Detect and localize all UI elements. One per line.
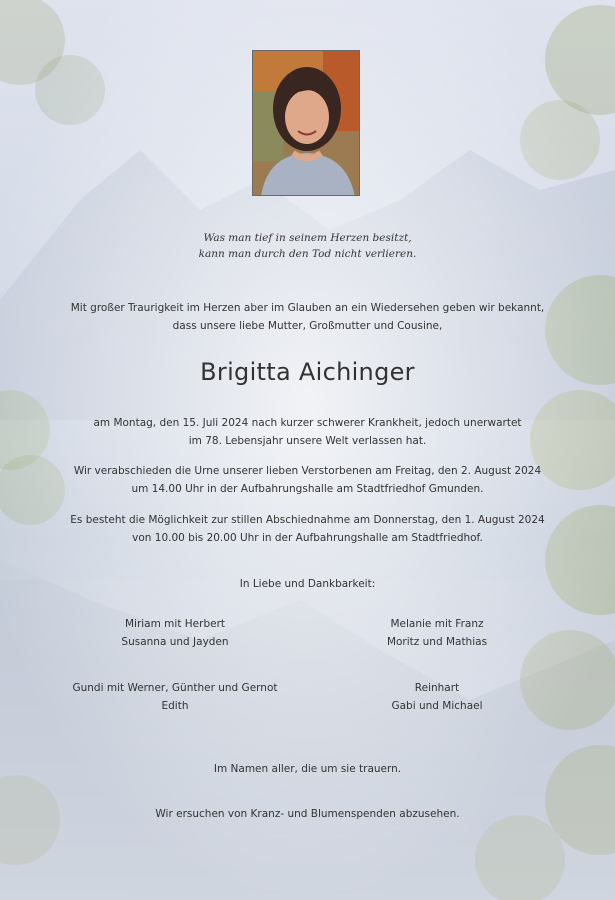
portrait-photo — [252, 50, 360, 196]
family-line: Gundi mit Werner, Günther und Gernot — [72, 682, 278, 694]
funeral-line-2: um 14.00 Uhr in der Aufbahrungshalle am Stadtfriedhof Gmunden. — [131, 483, 484, 495]
viewing-notice — [0, 511, 615, 547]
family-right-top — [287, 615, 587, 651]
death-notice — [0, 414, 615, 450]
family-right-bottom — [287, 679, 587, 715]
quote-line-1: Was man tief in seinem Herzen besitzt, — [203, 232, 412, 244]
death-line-1: am Montag, den 15. Juli 2024 nach kurzer schwerer Krankheit, jedoch unerwartet — [93, 417, 522, 429]
family-line: Gabi und Michael — [391, 700, 483, 712]
family-line: Moritz und Mathias — [386, 636, 488, 648]
family-left-bottom — [25, 679, 325, 715]
family-left-top — [25, 615, 325, 651]
family-line: Reinhart — [414, 682, 460, 694]
funeral-line-1: Wir verabschieden die Urne unserer lieben Verstorbenen am Freitag, den 2. August 2024 — [73, 465, 542, 477]
death-line-2: im 78. Lebensjahr unsere Welt verlassen hat. — [188, 435, 427, 447]
gratitude-heading: In Liebe und Dankbarkeit: — [239, 578, 376, 590]
viewing-line-1: Es besteht die Möglichkeit zur stillen Abschiednahme am Donnerstag, den 1. August 2024 — [70, 514, 545, 526]
announcement-intro — [0, 299, 615, 335]
funeral-notice — [0, 462, 615, 498]
quote-line-2: kann man durch den Tod nicht verlieren. — [198, 248, 417, 260]
family-line: Miriam mit Herbert — [124, 618, 226, 630]
mourners-note: Im Namen aller, die um sie trauern. — [213, 763, 402, 775]
intro-line-2: dass unsere liebe Mutter, Großmutter und Cousine, — [172, 320, 443, 332]
family-line: Susanna und Jayden — [121, 636, 229, 648]
family-line: Melanie mit Franz — [390, 618, 484, 630]
viewing-line-2: von 10.00 bis 20.00 Uhr in der Aufbahrungshalle am Stadtfriedhof. — [132, 532, 483, 544]
deceased-name: Brigitta Aichinger — [200, 358, 415, 386]
family-line: Edith — [161, 700, 189, 712]
intro-line-1: Mit großer Traurigkeit im Herzen aber im Glauben an ein Wiedersehen geben wir bekannt, — [70, 302, 545, 314]
donation-request: Wir ersuchen von Kranz- und Blumenspenden abzusehen. — [155, 808, 460, 820]
memorial-quote — [0, 230, 615, 262]
